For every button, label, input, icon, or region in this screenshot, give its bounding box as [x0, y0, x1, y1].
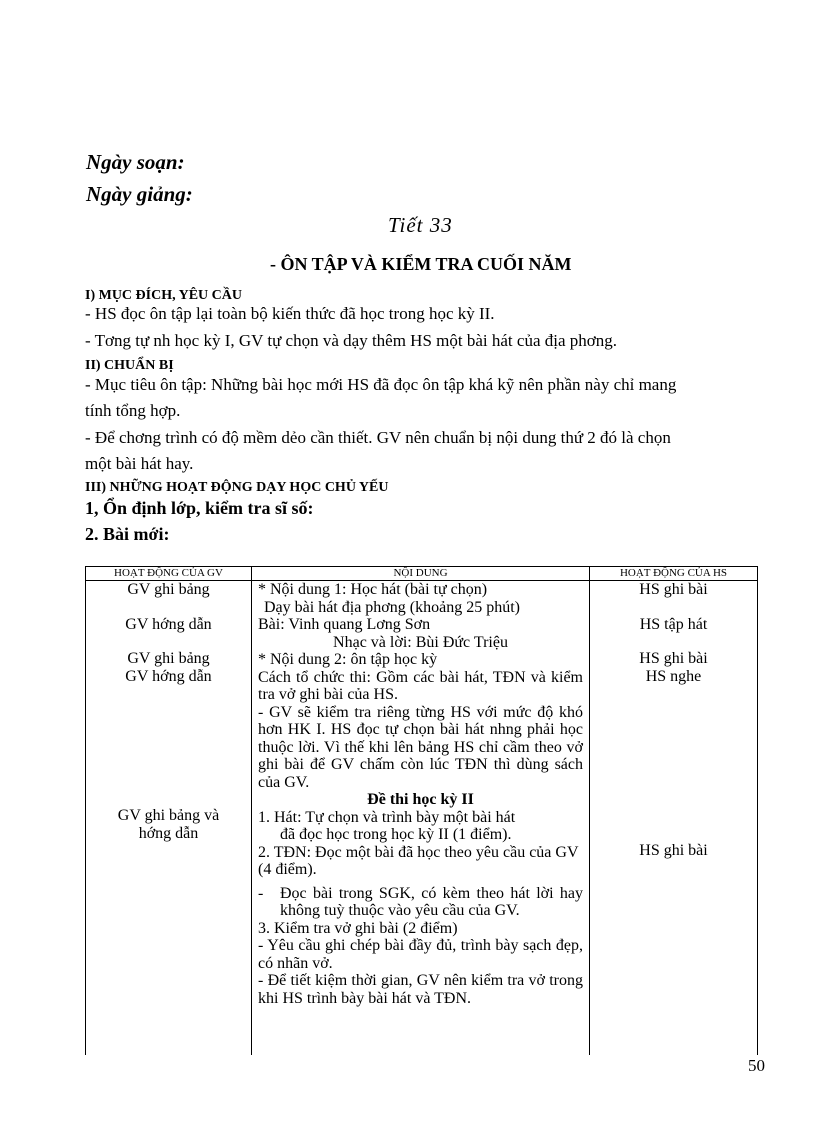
- page-title: - ÔN TẬP VÀ KIỂM TRA CUỐI NĂM: [270, 254, 572, 274]
- content-paragraph: Cách tổ chức thi: Gồm các bài hát, TĐN và kiểm tra vở ghi bài của HS.: [258, 668, 583, 703]
- gv-item: GV ghi bảng: [127, 650, 210, 667]
- content-line: Nhạc và lời: Bùi Đức Triệu: [333, 633, 508, 651]
- exam-item: 3. Kiểm tra vở ghi bài (2 điểm): [258, 919, 458, 937]
- gv-item: GV hớng dẫn: [125, 667, 212, 685]
- page-number: 50: [748, 1056, 765, 1075]
- subsection-2: 2. Bài mới:: [85, 524, 170, 544]
- ngay-soan-label: Ngày soạn:: [86, 150, 185, 174]
- exam-subitem: [258, 885, 583, 920]
- section-3-title: III) NHỮNG HOẠT ĐỘNG DẠY HỌC CHỦ YẾU: [85, 480, 389, 495]
- content-line: * Nội dung 2: ôn tập học kỳ: [258, 651, 438, 668]
- gv-item: GV ghi bảng: [127, 581, 210, 598]
- section-1-line-1: - HS đọc ôn tập lại toàn bộ kiến thức đã học trong học kỳ II.: [85, 304, 495, 323]
- gv-item: GV ghi bảng và: [117, 807, 220, 824]
- header-hs: HOẠT ĐỘNG CỦA HS: [590, 567, 758, 581]
- exam-item: đã đọc học trong học kỳ II (1 điểm).: [280, 826, 512, 843]
- content-line: Bài: Vinh quang Lơng Sơn: [258, 616, 431, 633]
- content-line: * Nội dung 1: Học hát (bài tự chọn): [258, 581, 488, 598]
- section-2-line-1: - Mục tiêu ôn tập: Những bài học mới HS đã đọc ôn tập khá kỹ nên phần này chỉ mang: [85, 375, 677, 394]
- hs-item: HS ghi bài: [639, 581, 708, 598]
- section-2-line-3: - Để chơng trình có độ mềm dẻo cần thiết. GV nên chuẩn bị nội dung thứ 2 đó là chọn: [85, 428, 671, 447]
- section-2-line-2: tính tổng hợp.: [85, 401, 181, 420]
- bullet-icon: -: [258, 884, 264, 902]
- exam-item: 1. Hát: Tự chọn và trình bày một bài hát: [258, 808, 516, 826]
- table-row: [86, 581, 758, 1056]
- header-content: NỘI DUNG: [252, 567, 590, 581]
- exam-item: - Để tiết kiệm thời gian, GV nên kiểm tra vở trong khi HS trình bày bài hát và TĐN.: [258, 972, 583, 1007]
- exam-title: Đề thi học kỳ II: [367, 791, 474, 808]
- section-1-title: I) MỤC ĐÍCH, YÊU CẦU: [85, 288, 242, 303]
- subsection-1: 1, Ổn định lớp, kiểm tra sĩ số:: [85, 498, 314, 518]
- content-line: Dạy bài hát địa phơng (khoảng 25 phút): [264, 598, 520, 616]
- hs-item: HS nghe: [645, 667, 702, 685]
- lesson-number: Tiết 33: [388, 213, 453, 237]
- exam-item: - Yêu cầu ghi chép bài đầy đủ, trình bày sạch đẹp, có nhãn vở.: [258, 937, 583, 972]
- gv-item: hớng dẫn: [138, 824, 199, 842]
- hs-activity-cell: [590, 581, 758, 1056]
- section-1-line-2: - Tơng tự nh học kỳ I, GV tự chọn và dạy thêm HS một bài hát của địa phơng.: [85, 331, 617, 350]
- hs-item: HS tập hát: [639, 615, 708, 633]
- section-2-line-4: một bài hát hay.: [85, 454, 194, 473]
- content-paragraph: - GV sẽ kiểm tra riêng từng HS với mức độ khó hơn HK I. HS đọc tự chọn bài hát nhng phải học thuộc lời. Vì thế khi lên bảng HS chỉ cầm theo vở ghi bài để GV chấm còn lúc TĐN thì dùng sách của GV.: [258, 703, 583, 791]
- table-header-row: [86, 567, 758, 581]
- exam-subitem-text: Đọc bài trong SGK, có kèm theo hát lời hay không tuỳ thuộc vào yêu cầu của GV.: [280, 884, 583, 919]
- ngay-giang-label: Ngày giảng:: [86, 182, 193, 206]
- gv-activity-cell: [86, 581, 252, 1056]
- gv-item: GV hớng dẫn: [125, 615, 212, 633]
- content-cell: [252, 581, 590, 1056]
- header-gv: HOẠT ĐỘNG CỦA GV: [86, 567, 252, 581]
- exam-item: 2. TĐN: Đọc một bài đã học theo yêu cầu của GV (4 điểm).: [258, 843, 579, 878]
- hs-item: HS ghi bài: [639, 842, 708, 859]
- section-2-title: II) CHUẨN BỊ: [85, 358, 174, 373]
- hs-item: HS ghi bài: [639, 650, 708, 667]
- lesson-plan-table: [85, 566, 758, 1055]
